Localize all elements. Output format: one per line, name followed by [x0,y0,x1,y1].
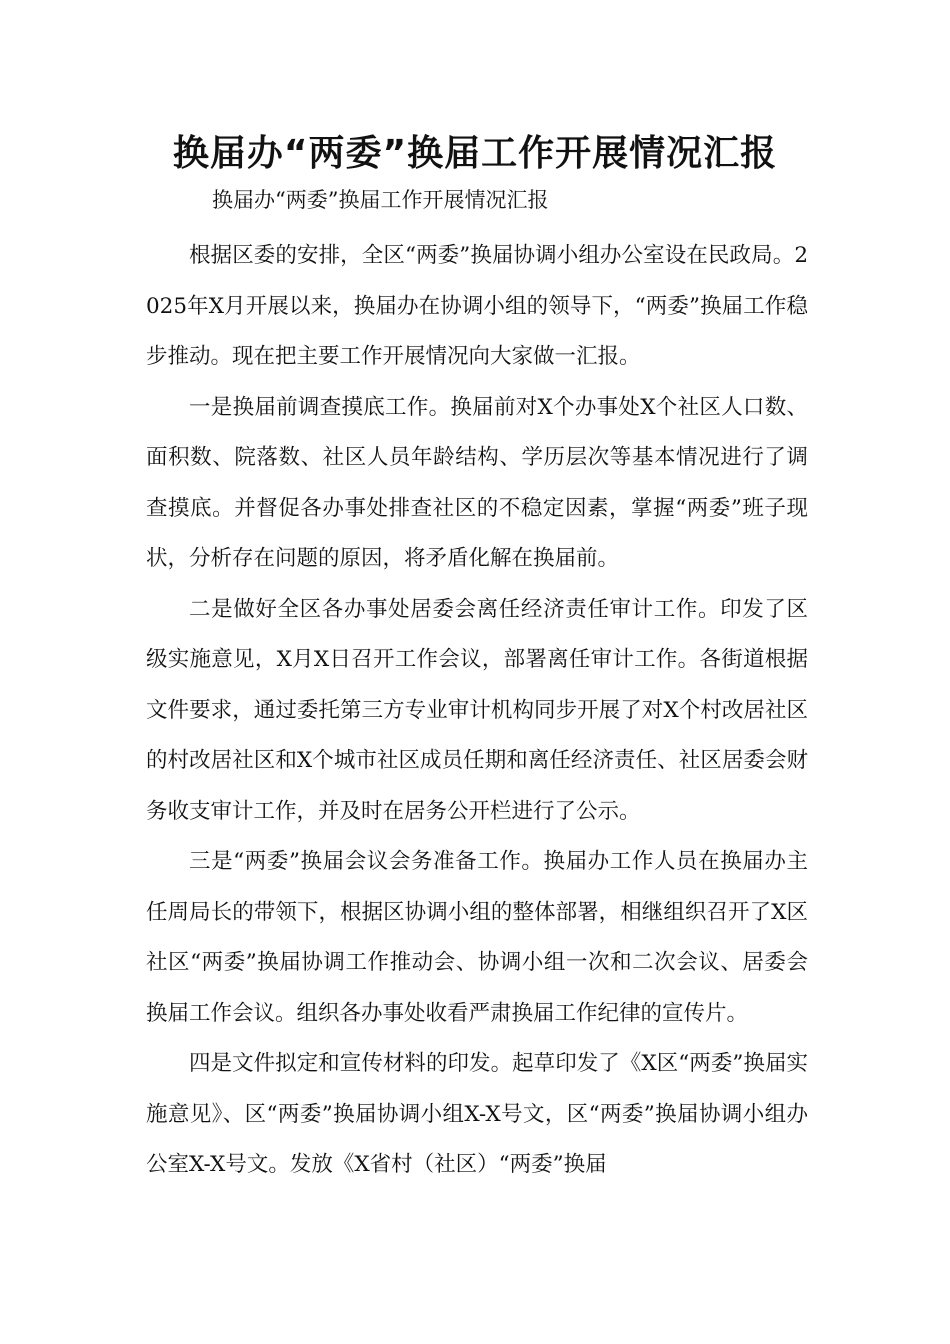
paragraph-audit: 二是做好全区各办事处居委会离任经济责任审计工作。印发了区级实施意见，X月X日召开工作会议，部署离任审计工作。各街道根据文件要求，通过委托第三方专业审计机构同步开展了对X个村改居社区的村改居社区和X个城市社区成员任期和离任经济责任、社区居委会财务收支审计工作，并及时在居务公开栏进行了公示。 [146,596,808,824]
paragraph-documents: 四是文件拟定和宣传材料的印发。起草印发了《X区“两委”换届实施意见》、区“两委”换届协调小组X-X号文，区“两委”换届协调小组办公室X-X号文。发放《X省村（社区）“两委”换届 [146,1051,808,1177]
document-subtitle: 换届办“两委”换届工作开展情况汇报 [212,188,549,212]
paragraph-survey: 一是换届前调查摸底工作。换届前对X个办事处X个社区人口数、面积数、院落数、社区人员年龄结构、学历层次等基本情况进行了调查摸底。并督促各办事处排查社区的不稳定因素，掌握“两委”班子现状，分析存在问题的原因，将矛盾化解在换届前。 [146,394,808,571]
paragraph-meetings: 三是“两委”换届会议会务准备工作。换届办工作人员在换届办主任周局长的带领下，根据区协调小组的整体部署，相继组织召开了X区社区“两委”换届协调工作推动会、协调小组一次和二次会议、居委会换届工作会议。组织各办事处收看严肃换届工作纪律的宣传片。 [146,849,808,1026]
document-title: 换届办“两委”换届工作开展情况汇报 [172,133,778,174]
paragraph-intro: 根据区委的安排，全区“两委”换届协调小组办公室设在民政局。2025年X月开展以来，换届办在协调小组的领导下，“两委”换届工作稳步推动。现在把主要工作开展情况向大家做一汇报。 [146,243,808,369]
document-body [146,231,808,1191]
